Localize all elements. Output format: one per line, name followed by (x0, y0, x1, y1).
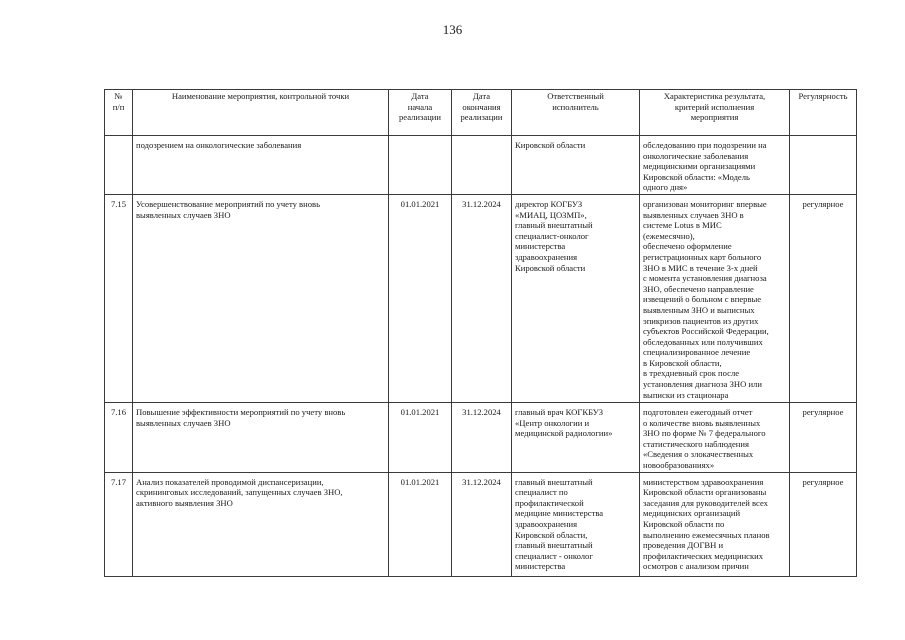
row-regularity: регулярное (790, 472, 857, 576)
row-responsible: главный врач КОГКБУЗ «Центр онкологии и медицинской радиологии» (512, 402, 640, 472)
row-end-date: 31.12.2024 (452, 194, 512, 402)
header-end-date: Дата окончания реализации (452, 90, 512, 136)
row-result: министерством здравоохранения Кировской области организованы заседания для руководителей всех медицинских организаций Кировской области по выполнению ежемесячных планов проведения ДОГВН и профилактических медицинских осмотров с анализом причин (640, 472, 790, 576)
header-name: Наименование мероприятия, контрольной точки (133, 90, 389, 136)
row-start-date: 01.01.2021 (389, 402, 452, 472)
row-end-date (452, 136, 512, 195)
table-row (105, 194, 857, 402)
header-num: № п/п (105, 90, 133, 136)
row-responsible: Кировской области (512, 136, 640, 195)
row-start-date: 01.01.2021 (389, 472, 452, 576)
row-start-date (389, 136, 452, 195)
table-row (105, 402, 857, 472)
row-regularity (790, 136, 857, 195)
row-end-date: 31.12.2024 (452, 402, 512, 472)
header-responsible: Ответственный исполнитель (512, 90, 640, 136)
row-name: Анализ показателей проводимой диспансеризации, скрининговых исследований, запущенных случаев ЗНО, активного выявления ЗНО (133, 472, 389, 576)
row-start-date: 01.01.2021 (389, 194, 452, 402)
header-regularity: Регулярность (790, 90, 857, 136)
row-regularity: регулярное (790, 402, 857, 472)
row-responsible: директор КОГБУЗ «МИАЦ, ЦОЗМП», главный внештатный специалист-онколог министерства здравоохранения Кировской области (512, 194, 640, 402)
row-number: 7.15 (105, 194, 133, 402)
header-start-date: Дата начала реализации (389, 90, 452, 136)
row-result: обследованию при подозрении на онкологические заболевания медицинскими организациями Кировской области: «Модель одного дня» (640, 136, 790, 195)
table-header-row (105, 90, 857, 136)
row-name: Повышение эффективности мероприятий по учету вновь выявленных случаев ЗНО (133, 402, 389, 472)
row-number (105, 136, 133, 195)
row-responsible: главный внештатный специалист по профилактической медицине министерства здравоохранения Кировской области, главный внештатный специалист - онколог министерства (512, 472, 640, 576)
activities-table (104, 89, 857, 577)
table-row (105, 136, 857, 195)
row-end-date: 31.12.2024 (452, 472, 512, 576)
header-result: Характеристика результата, критерий исполнения мероприятия (640, 90, 790, 136)
row-number: 7.17 (105, 472, 133, 576)
row-regularity: регулярное (790, 194, 857, 402)
row-result: организован мониторинг впервые выявленных случаев ЗНО в системе Lotus в МИС (ежемесячно), обеспечено оформление регистрационных карт больного ЗНО в МИС в течение 3-х дней с момента установления диагноза ЗНО, обеспечено направление извещений о больном с впервые выявленным ЗНО и выписных эпикризов пациентов из других субъектов Российской Федерации, обследованных или получивших специализированное лечение в Кировской области, в трехдневный срок после установления диагноза ЗНО или выписки из стационара (640, 194, 790, 402)
table-row (105, 472, 857, 576)
page-number: 136 (442, 22, 463, 37)
row-number: 7.16 (105, 402, 133, 472)
row-result: подготовлен ежегодный отчет о количестве вновь выявленных ЗНО по форме № 7 федерального статистического наблюдения «Сведения о злокачественных новообразованиях» (640, 402, 790, 472)
row-name: подозрением на онкологические заболевания (133, 136, 389, 195)
row-name: Усовершенствование мероприятий по учету вновь выявленных случаев ЗНО (133, 194, 389, 402)
